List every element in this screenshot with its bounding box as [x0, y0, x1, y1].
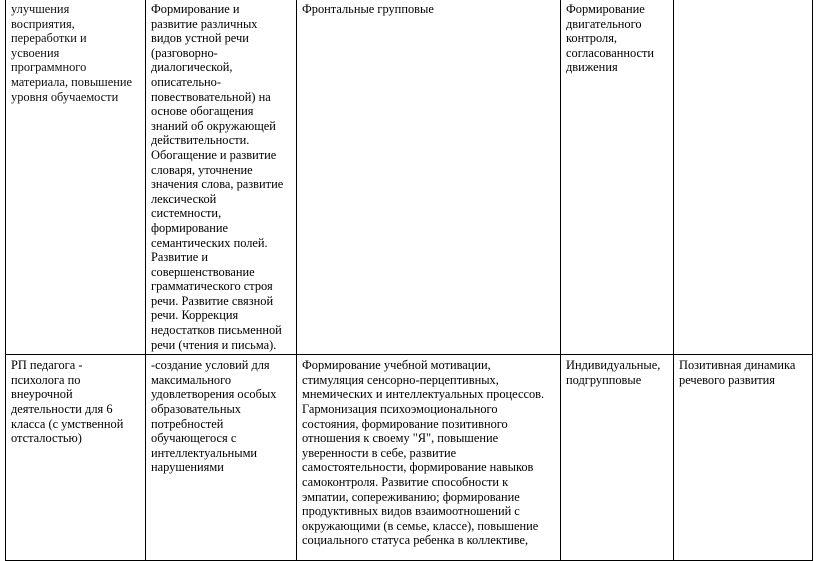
row1-tasks-cell: Формирование и развитие различных видов устной речи (разговорно- диалогической, описательно- повествовательной) на основе обогащения знаний об окружающей действительности. Обогащение и развитие словаря, уточнение значения слова, развитие лексической системности, формирование семантических полей. Развитие и совершенствование грамматического строя речи. Развитие связной речи. Коррекция недостатков письменной речи (чтения и письма).: [146, 0, 297, 355]
row2-goal-cell: -создание условий для максимального удовлетворения особых образовательных потребностей обучающегося с интеллектуальными нарушениями: [146, 355, 297, 561]
program-table: [5, 0, 813, 561]
row2-form-cell: Индивидуальные, подгрупповые: [561, 355, 674, 561]
row2-result-cell: Позитивная динамика речевого развития: [674, 355, 813, 561]
row1-content-cell: Фронтальные групповые: [297, 0, 561, 355]
table-row: [6, 355, 813, 561]
row1-form-cell: Формирование двигательного контроля, согласованности движения: [561, 0, 674, 355]
row1-result-cell: [674, 0, 813, 355]
table-row: [6, 0, 813, 355]
row2-content-cell: Формирование учебной мотивации, стимуляция сенсорно-перцептивных, мнемических и интеллектуальных процессов. Гармонизация психоэмоционального состояния, формирование позитивного отношения к своему "Я", повышение уверенности в себе, развитие самостоятельности, формирование навыков самоконтроля. Развитие способности к эмпатии, сопереживанию; формирование продуктивных видов взаимоотношений с окружающими (в семье, классе), повышение социального статуса ребенка в коллективе,: [297, 355, 561, 561]
row2-program-cell: РП педагога - психолога по внеурочной деятельности для 6 класса (с умственной отсталостью): [6, 355, 146, 561]
row1-goal-cell: улучшения восприятия, переработки и усвоения программного материала, повышение уровня обучаемости: [6, 0, 146, 355]
